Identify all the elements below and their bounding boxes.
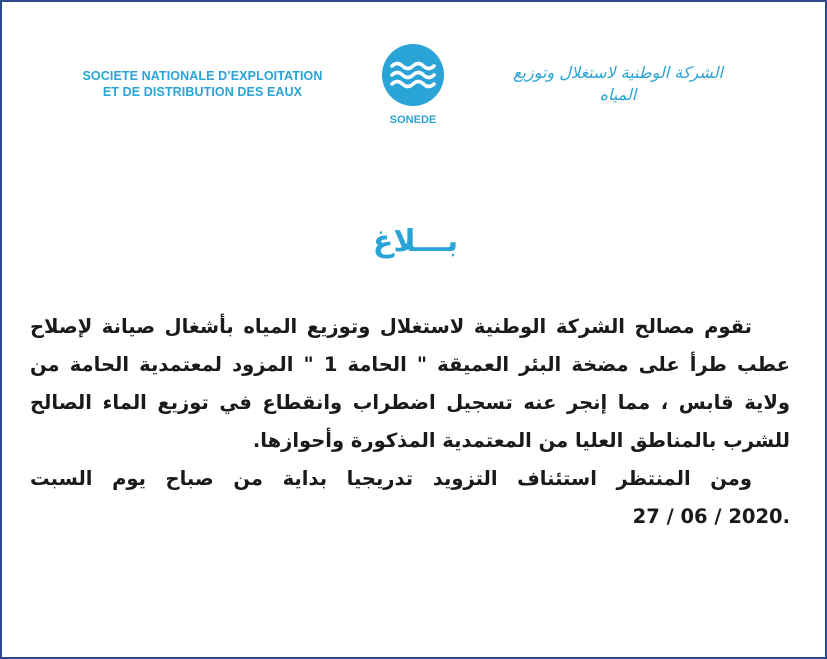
notice-title: بـــلاغ — [372, 224, 459, 259]
notice-paragraph-1: تقوم مصالح الشركة الوطنية لاستغلال وتوزيع المياه بأشغال صيانة لإصلاح عطب طرأ على مضخة البئر العميقة " الحامة 1 " المزود لمعتمدية الحامة من ولاية قابس ، مما إنجر عنه تسجيل اضطراب وانقطاع في توزيع الماء الصالح للشرب بالمناطق العليا من المعتمدية المذكورة وأحوازها. — [30, 315, 790, 452]
notice-body — [30, 308, 790, 536]
sonede-logo — [380, 42, 446, 128]
notice-date: 27 / 06 / 2020. — [632, 505, 790, 528]
logo-text: SONEDE — [389, 114, 437, 126]
notice-paragraph-2 — [30, 460, 790, 536]
company-name-french-line1: SOCIETE NATIONALE D’EXPLOITATION — [82, 69, 323, 83]
company-name-arabic: الشركة الوطنية لاستغلال وتوزيع المياه — [513, 63, 723, 104]
notice-paragraph-2-text: ومن المنتظر استئناف التزويد تدريجيا بداية من صباح يوم السبت — [30, 467, 752, 490]
company-name-french-line2: ET DE DISTRIBUTION DES EAUX — [102, 85, 303, 99]
water-waves-icon — [380, 42, 446, 128]
company-name-french — [60, 68, 345, 100]
